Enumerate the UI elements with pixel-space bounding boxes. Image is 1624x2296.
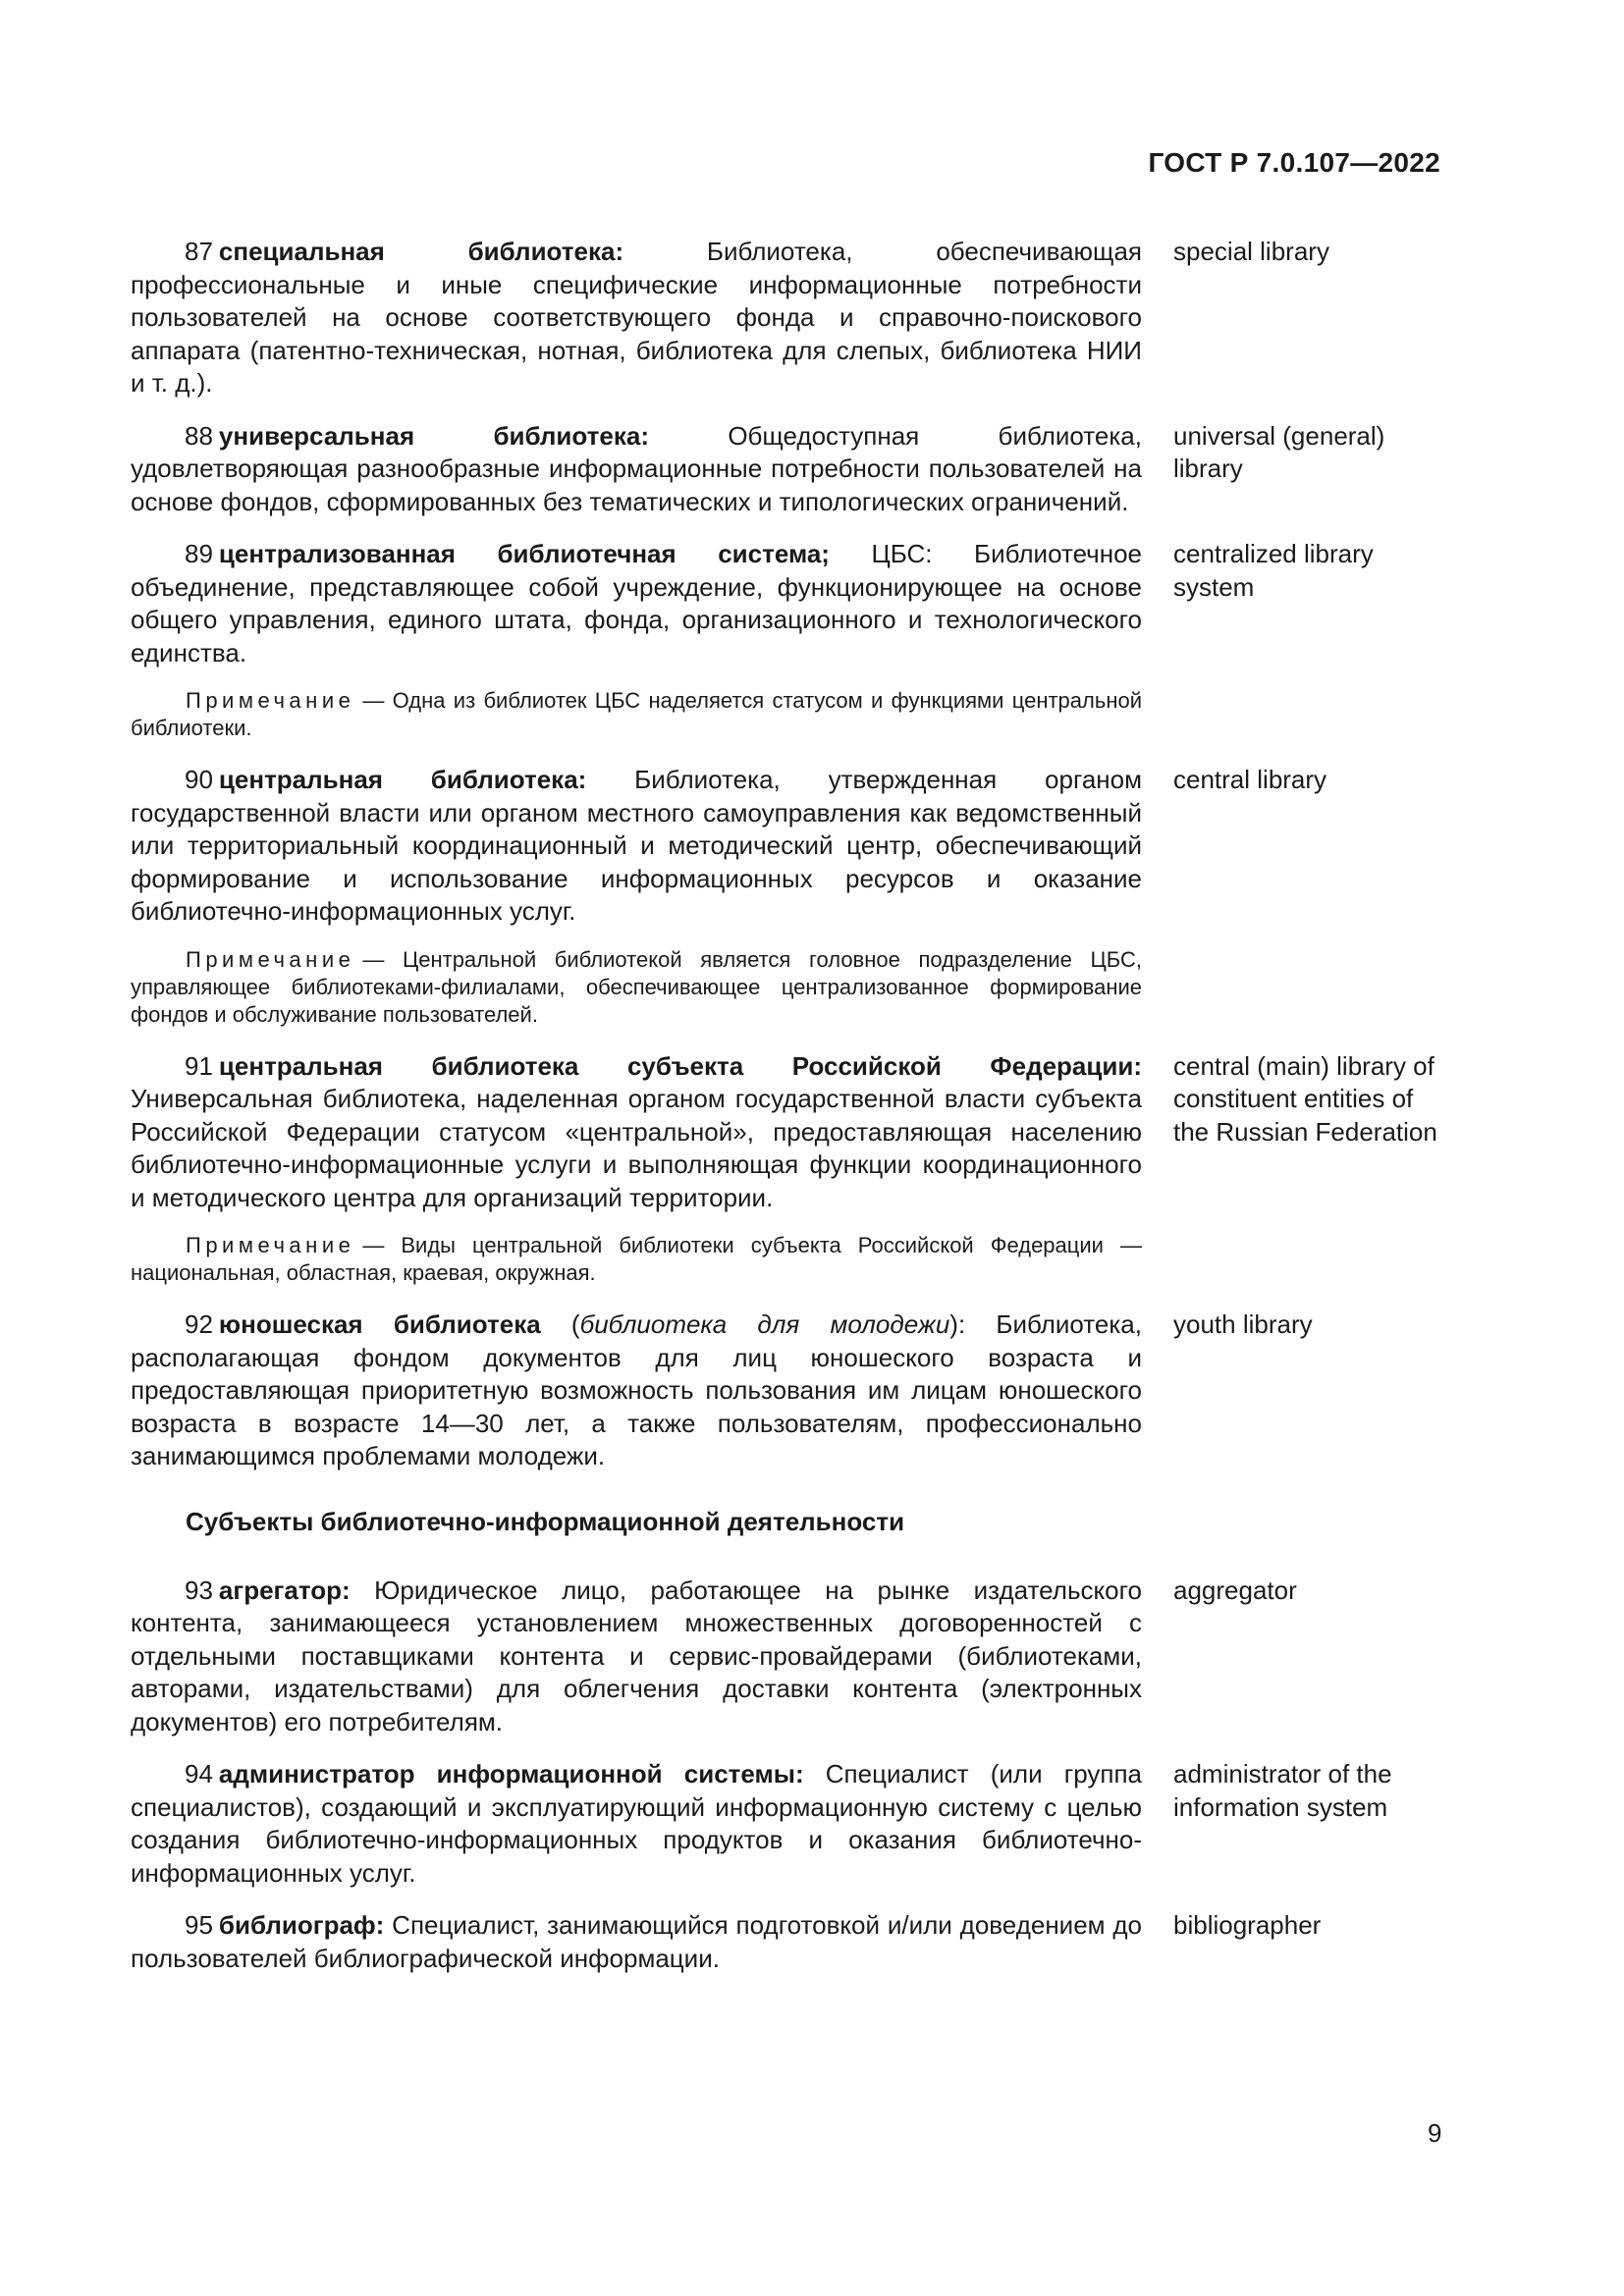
term-name: централизованная библиотечная система; (218, 539, 830, 568)
term-english: special library (1173, 237, 1329, 266)
term-entry (131, 1758, 1446, 1890)
term-definition (131, 420, 1142, 519)
term-text: ЦБС: Библиотечное объединение, представляющее собой учреждение, функционирующее на основе общего управления, единого штата, фонда, организационного и технологического единства. (131, 539, 1142, 667)
term-number: 87 (185, 237, 213, 266)
term-number: 94 (185, 1759, 213, 1789)
term-english: aggregator (1173, 1575, 1297, 1605)
term-entry (131, 1909, 1446, 1975)
term-number: 88 (185, 420, 213, 451)
term-definition (131, 1050, 1142, 1215)
term-definition (131, 764, 1142, 929)
term-synonym: библиотека для молодежи (579, 1309, 950, 1339)
term-name: библиограф: (218, 1910, 385, 1940)
term-entry (131, 236, 1446, 400)
note-text: — Виды центральной библиотеки субъекта Российской Федерации — национальная, областная, краевая, окружная. (131, 1233, 1142, 1285)
term-entry (131, 764, 1446, 929)
term-definition (131, 236, 1142, 400)
term-entry (131, 420, 1446, 519)
note-label: Примечание (186, 1233, 355, 1257)
term-entry (131, 1050, 1446, 1215)
term-text: Общедоступная библиотека, удовлетворяющая разнообразные информационные потребности пользователей на основе фондов, сформированных без тематических и типологических ограничений. (131, 420, 1142, 516)
term-english: youth library (1173, 1309, 1313, 1339)
term-definition (131, 1575, 1142, 1739)
term-number: 91 (185, 1050, 213, 1081)
term-name: универсальная библиотека: (218, 420, 649, 451)
term-name: центральная библиотека: (218, 765, 587, 794)
term-name: центральная библиотека субъекта Российской Федерации: (218, 1050, 1142, 1081)
term-entry (131, 1308, 1446, 1473)
term-name: специальная библиотека: (218, 237, 624, 266)
term-entry (131, 538, 1446, 669)
note-label: Примечание (186, 946, 355, 972)
term-number: 89 (185, 539, 213, 568)
term-english: universal (general) library (1173, 420, 1385, 483)
term-name: юношеская библиотека (218, 1309, 541, 1339)
term-english: central library (1173, 765, 1327, 794)
term-note (131, 687, 1142, 742)
term-name: агрегатор: (218, 1575, 351, 1605)
term-number: 90 (185, 765, 213, 794)
section-title: Субъекты библиотечно-информационной деятельности (186, 1506, 905, 1536)
term-english: central (main) library of constituent entities of the Russian Federation (1173, 1050, 1437, 1147)
note-text: — Центральной библиотекой является головное подразделение ЦБС, управляющее библиотеками-филиалами, обеспечивающее централизованное формирование фондов и обслуживание пользователей. (131, 946, 1142, 1027)
term-text: Библиотека, утвержденная органом государственной власти или органом местного самоуправления как ведомственный или территориальный координационный и методический центр, обеспечивающий формирование и использование информационных ресурсов и оказание библиотечно-информационных услуг. (131, 765, 1143, 926)
term-english: bibliographer (1173, 1910, 1322, 1940)
term-entry (131, 1575, 1446, 1739)
term-note (131, 1232, 1142, 1287)
term-text: ): Библиотека, располагающая фондом документов для лиц юношеского возраста и предоставляющая приоритетную возможность пользования им лицам юношеского возраста в возрасте 14—30 лет, а также пользователям, профессионально занимающимся проблемами молодежи. (131, 1309, 1142, 1470)
term-english: administrator of the information system (1173, 1759, 1392, 1822)
term-definition (131, 538, 1142, 669)
term-definition (131, 1909, 1142, 1975)
term-number: 93 (185, 1575, 213, 1605)
term-paren-open: ( (540, 1309, 580, 1339)
term-text: Юридическое лицо, работающее на рынке издательского контента, занимающееся установлением множественных договоренностей с отдельными поставщиками контента и сервис-провайдерами (библиотеками, авторами, издательствами) для облегчения доставки контента (электронных документов) его потребителям. (131, 1575, 1142, 1736)
page-number: 9 (1428, 2118, 1442, 2148)
term-text: Специалист (или группа специалистов), создающий и эксплуатирующий информационную систему с целью создания библиотечно-информационных продуктов и оказания библиотечно-информационных услуг. (131, 1759, 1143, 1888)
document-header: ГОСТ Р 7.0.107—2022 (1148, 147, 1440, 178)
note-text: — Одна из библиотек ЦБС наделяется статусом и функциями центральной библиотеки. (131, 688, 1142, 740)
term-number: 95 (185, 1910, 213, 1940)
term-definition (131, 1308, 1142, 1473)
term-text: Библиотека, обеспечивающая профессиональные и иные специфические информационные потребности пользователей на основе соответствующего фонда и справочно-поискового аппарата (патентно-техническая, нотная, библиотека для слепых, библиотека НИИ и т. д.). (131, 237, 1142, 398)
term-text: Специалист, занимающийся подготовкой и/или доведением до пользователей библиографической информации. (131, 1910, 1142, 1973)
term-text: Универсальная библиотека, наделенная органом государственной власти субъекта Российской Федерации статусом «центральной», предоставляющая населению библиотечно-информационные услуги и выполняющая функции координационного и методического центра для организаций территории. (131, 1084, 1142, 1212)
term-note (131, 946, 1142, 1029)
term-definition (131, 1758, 1142, 1890)
document-body (131, 236, 1446, 1995)
term-number: 92 (185, 1309, 213, 1339)
term-english: centralized library system (1173, 539, 1374, 602)
term-name: администратор информационной системы: (218, 1759, 804, 1789)
note-label: Примечание (186, 688, 355, 713)
